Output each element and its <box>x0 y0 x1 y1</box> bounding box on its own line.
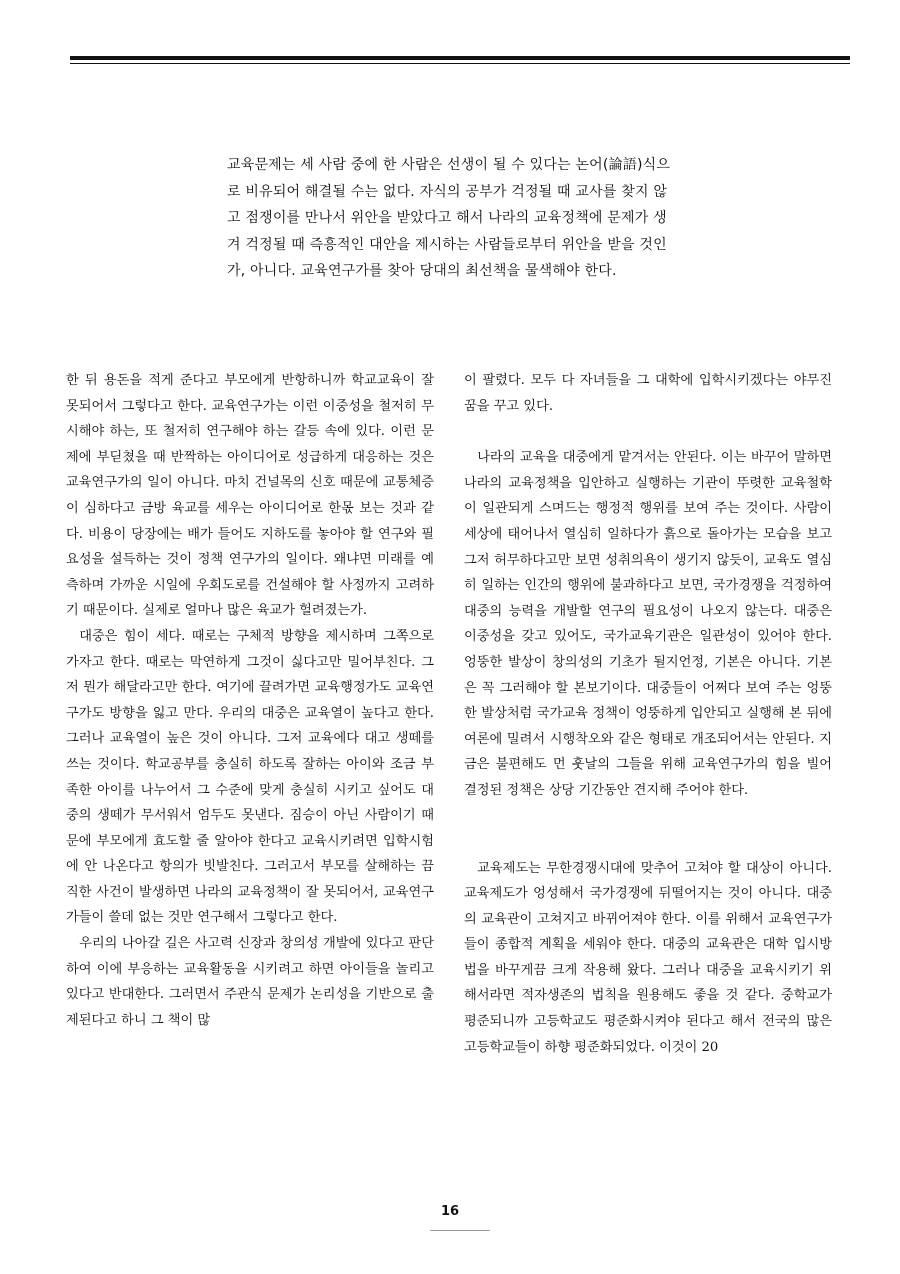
left-paragraph-3: 우리의 나아갈 길은 사고력 신장과 창의성 개발에 있다고 판단하여 이에 부응하는 교육활동을 시키려고 하면 아이들을 놀리고 있다고 반대한다. 그러면서 주관식 문제가 논리성을 기반으로 출제된다고 하니 그 책이 많 <box>66 936 434 1028</box>
left-paragraph-1: 한 뒤 용돈을 적게 준다고 부모에게 반항하니까 학교교육이 잘 못되어서 그렇다고 한다. 교육연구가는 이런 이중성을 철저히 무시해야 하는, 또 철저히 연구해야 하는 갈등 속에 있다. 이런 문제에 부딛쳤을 때 반짝하는 아이디어로 성급하게 대응하는 것은 교육연구가의 일이 아니다. 마치 건널목의 신호 때문에 교통체증이 심하다고 금방 육교를 세우는 아이디어로 한몫 보는 것과 같다. 비용이 당장에는 배가 들어도 지하도를 놓아야 할 연구와 필요성을 설득하는 것이 정책 연구가의 일이다. 왜냐면 미래를 예측하며 가까운 시일에 우회도로를 건설해야 할 사정까지 고려하기 때문이다. 실제로 얼마나 많은 육교가 헐려졌는가. <box>66 373 434 619</box>
page-number: 16 <box>440 1204 460 1219</box>
pull-quote-text: 교육문제는 세 사람 중에 한 사람은 선생이 될 수 있다는 논어(論語)식으로 비유되어 해결될 수는 없다. 자식의 공부가 걱정될 때 교사를 찾지 않고 점쟁이를 만나서 위안을 받았다고 해서 나라의 교육정책에 문제가 생겨 걱정될 때 즉흥적인 대안을 제시하는 사람들로부터 위안을 받을 것인가, 아니다. 교육연구가를 찾아 당대의 최선책을 물색해야 한다. <box>227 157 671 279</box>
right-paragraph-2: 나라의 교육을 대중에게 맡겨서는 안된다. 이는 바꾸어 말하면 나라의 교육정책을 입안하고 실행하는 기관이 뚜렷한 교육철학이 일관되게 스며드는 행정적 행위를 보여 주는 것이다. 사람이 세상에 태어나서 열심히 일하다가 흙으로 돌아가는 모습을 보고 그저 허무하다고만 보면 성취의욕이 생기지 않듯이, 교육도 열심히 일하는 인간의 행위에 불과하다고 보면, 국가경쟁을 걱정하여 대중의 능력을 개발할 연구의 필요성이 나오지 않는다. 대중은 이중성을 갖고 있어도, 국가교육기관은 일관성이 있어야 한다. 엉뚱한 발상이 창의성의 기초가 될지언정, 기본은 아니다. 기본은 꼭 그러해야 할 본보기이다. 대중들이 어쩌다 보여 주는 엉뚱한 발상처럼 국가교육 정책이 엉뚱하게 입안되고 실행해 본 뒤에 여론에 밀려서 시행착오와 같은 형태로 개조되어서는 안된다. 지금은 불편해도 먼 훗날의 그들을 위해 교육연구가의 힘을 빌어 결정된 정책은 상당 기간동안 견지해 주어야 한다. <box>464 450 832 798</box>
header-rule-thin <box>70 63 850 64</box>
left-paragraph-2: 대중은 힘이 세다. 때로는 구체적 방향을 제시하며 그쪽으로 가자고 한다. 때로는 막연하게 그것이 싫다고만 밀어부친다. 그저 뭔가 해달라고만 한다. 여기에 끌려가면 교육행정가도 교육연구가도 방향을 잃고 만다. 우리의 대중은 교육열이 높다고 한다. 그러나 교육열이 높은 것이 아니다. 그저 교육에다 대고 생떼를 쓰는 것이다. 학교공부를 충실히 하도록 잘하는 아이와 조금 부족한 아이를 나누어서 그 수준에 맞게 충실히 시키고 싶어도 대중의 생떼가 무서워서 엄두도 못낸다. 짐승이 아닌 사람이기 때문에 부모에게 효도할 줄 알아야 한다고 교육시키려면 입학시험에 안 나온다고 항의가 빗발친다. 그러고서 부모를 살해하는 끔직한 사건이 발생하면 나라의 교육정책이 잘 못되어서, 교육연구가들이 쓸데 없는 것만 연구해서 그렇다고 한다. <box>66 628 434 926</box>
right-paragraph-1: 이 팔렸다. 모두 다 자녀들을 그 대학에 입학시키겠다는 야무진 꿈을 꾸고 있다. <box>464 373 832 414</box>
left-column <box>66 368 434 1033</box>
right-paragraph-3: 교육제도는 무한경쟁시대에 맞추어 고쳐야 할 대상이 아니다. 교육제도가 엉성해서 국가경쟁에 뒤떨어지는 것이 아니다. 대중의 교육관이 고쳐지고 바뀌어져야 한다. 이를 위해서 교육연구가들이 종합적 계획을 세워야 한다. 대중의 교육관은 대학 입시방법을 바꾸게끔 크게 작용해 왔다. 그러나 대중을 교육시키기 위해서라면 적자생존의 법칙을 원용해도 좋을 것 같다. 중학교가 평준되니까 고등학교도 평준화시켜야 된다고 해서 전국의 많은 고등학교들이 하향 평준화되었다. 이것이 20 <box>464 860 832 1055</box>
header-rule-thick <box>70 56 850 60</box>
right-column <box>464 368 832 1060</box>
pull-quote <box>227 152 679 285</box>
footer-rule <box>430 1230 490 1231</box>
